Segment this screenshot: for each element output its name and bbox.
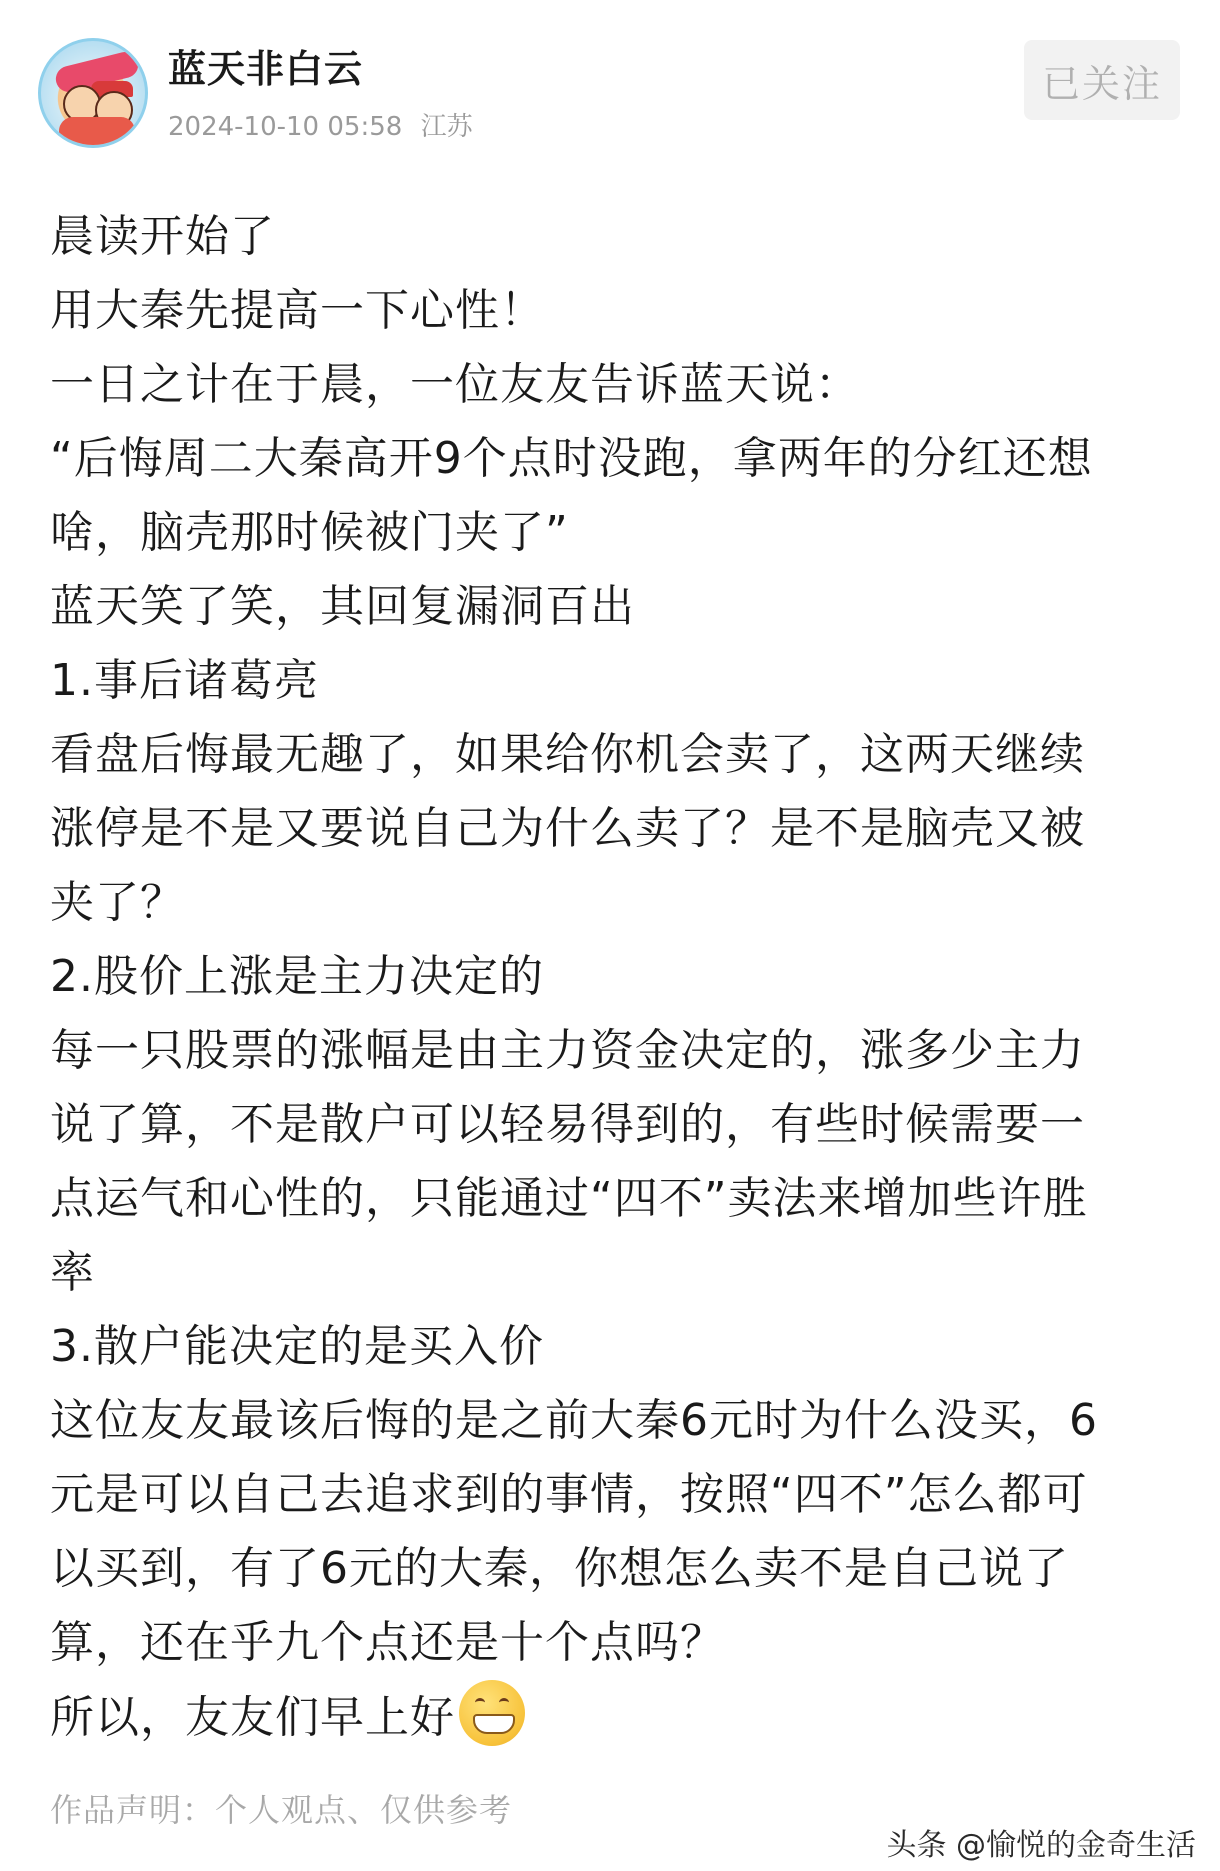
emoji-eye bbox=[499, 1698, 509, 1707]
post-line: 涨停是不是又要说自己为什么卖了？是不是脑壳又被 bbox=[50, 803, 1085, 854]
post-header bbox=[0, 0, 1220, 170]
author-name[interactable]: 蓝天非白云 bbox=[168, 47, 364, 91]
watermark: 头条 @愉悦的金奇生活 bbox=[886, 1828, 1196, 1863]
post-line: 1.事后诸葛亮 bbox=[50, 655, 319, 706]
grinning-face-icon bbox=[459, 1680, 525, 1746]
post-line: 2.股价上涨是主力决定的 bbox=[50, 951, 544, 1002]
post-line: 用大秦先提高一下心性！ bbox=[50, 285, 545, 336]
post-line: 算，还在乎九个点还是十个点吗？ bbox=[50, 1617, 725, 1668]
post-location: 江苏 bbox=[420, 112, 473, 142]
post-line: 看盘后悔最无趣了，如果给你机会卖了，这两天继续 bbox=[50, 729, 1085, 780]
post-line: 点运气和心性的，只能通过“四不”卖法来增加些许胜 bbox=[50, 1173, 1088, 1224]
post-line: 啥，脑壳那时候被门夹了” bbox=[50, 507, 569, 558]
post-line: 3.散户能决定的是买入价 bbox=[50, 1321, 544, 1372]
avatar[interactable] bbox=[38, 38, 148, 148]
avatar-body bbox=[59, 117, 135, 147]
post-body bbox=[50, 200, 1180, 1755]
post-line: “后悔周二大秦高开9个点时没跑，拿两年的分红还想 bbox=[50, 433, 1093, 484]
post-line: 这位友友最该后悔的是之前大秦6元时为什么没买，6 bbox=[50, 1395, 1098, 1446]
post-line: 率 bbox=[50, 1247, 95, 1298]
post-line: 以买到，有了6元的大秦，你想怎么卖不是自己说了 bbox=[50, 1543, 1069, 1594]
follow-button[interactable]: 已关注 bbox=[1024, 40, 1180, 120]
post-line-last bbox=[50, 1680, 1180, 1755]
post-line: 蓝天笑了笑，其回复漏洞百出 bbox=[50, 581, 635, 632]
post-line-text: 所以，友友们早上好 bbox=[50, 1692, 455, 1743]
post-line: 元是可以自己去追求到的事情，按照“四不”怎么都可 bbox=[50, 1469, 1088, 1520]
post-line: 夹了？ bbox=[50, 877, 185, 928]
post-date: 2024-10-10 05:58 bbox=[168, 112, 403, 142]
post-line: 每一只股票的涨幅是由主力资金决定的，涨多少主力 bbox=[50, 1025, 1085, 1076]
post-line: 说了算，不是散户可以轻易得到的，有些时候需要一 bbox=[50, 1099, 1085, 1150]
post-line: 晨读开始了 bbox=[50, 211, 275, 262]
post-meta bbox=[168, 106, 473, 143]
disclaimer: 作品声明：个人观点、仅供参考 bbox=[50, 1791, 513, 1829]
post-line: 一日之计在于晨，一位友友告诉蓝天说： bbox=[50, 359, 860, 410]
